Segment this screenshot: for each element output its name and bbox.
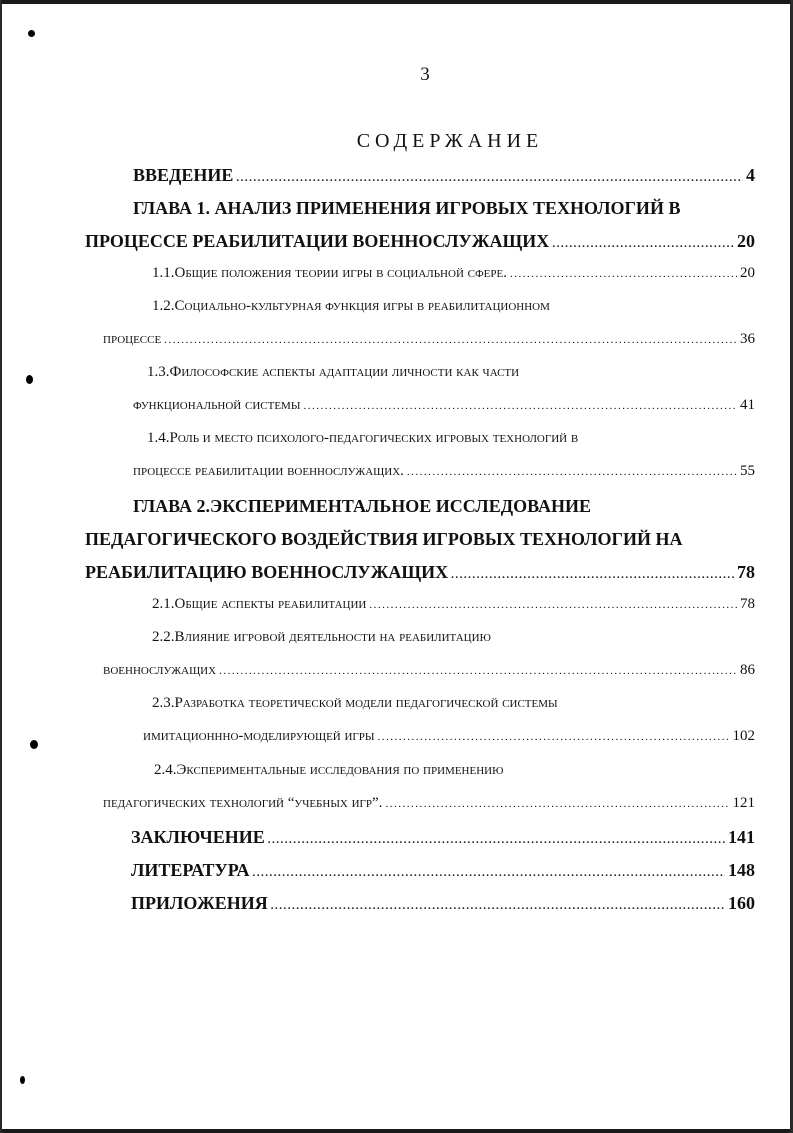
dot-leader bbox=[252, 867, 725, 879]
dot-leader bbox=[303, 400, 737, 412]
toc-entry-page: 41 bbox=[740, 397, 755, 413]
toc-entry-page: 141 bbox=[728, 827, 755, 847]
punch-hole-mark bbox=[26, 375, 33, 384]
toc-chapter-2-heading-cont[interactable] bbox=[85, 529, 683, 553]
toc-entry-page: 160 bbox=[728, 893, 755, 913]
dot-leader bbox=[510, 268, 737, 280]
toc-entry-text: ГЛАВА 1. АНАЛИЗ ПРИМЕНЕНИЯ ИГРОВЫХ ТЕХНОЛОГИЙ В bbox=[133, 198, 681, 218]
toc-chapter-2[interactable] bbox=[85, 562, 755, 586]
toc-entry-conclusion[interactable] bbox=[131, 827, 755, 851]
toc-section-1-3[interactable] bbox=[133, 397, 755, 421]
toc-section-1-3-heading[interactable] bbox=[147, 364, 519, 388]
toc-entry-text: 2.4.Экспериментальные исследования по применению bbox=[154, 762, 504, 778]
toc-section-2-2-heading[interactable] bbox=[152, 629, 491, 653]
punch-hole-mark bbox=[28, 30, 35, 37]
page-number: 3 bbox=[420, 64, 430, 85]
punch-hole-mark bbox=[30, 740, 38, 749]
toc-entry-introduction[interactable] bbox=[133, 165, 755, 189]
toc-section-2-2[interactable] bbox=[103, 662, 755, 686]
toc-section-1-2-heading[interactable] bbox=[152, 298, 550, 322]
toc-section-1-4-heading[interactable] bbox=[147, 430, 578, 454]
punch-hole-mark bbox=[20, 1076, 25, 1084]
toc-entry-text: военнослужащих bbox=[103, 662, 217, 678]
toc-entry-text: функциональной системы bbox=[133, 397, 301, 413]
toc-entry-page: 55 bbox=[740, 463, 755, 479]
dot-leader bbox=[271, 900, 725, 912]
toc-entry-literature[interactable] bbox=[131, 860, 755, 884]
toc-entry-text: имитационнно-моделирующей игры bbox=[143, 728, 375, 744]
dot-leader bbox=[369, 599, 737, 611]
toc-section-2-4[interactable] bbox=[103, 795, 755, 819]
toc-section-2-4-heading[interactable] bbox=[154, 762, 503, 786]
dot-leader bbox=[385, 798, 729, 810]
toc-entry-text: 2.1.Общие аспекты реабилитации bbox=[152, 596, 367, 612]
toc-section-1-4[interactable] bbox=[133, 463, 755, 487]
dot-leader bbox=[378, 731, 730, 743]
dot-leader bbox=[407, 466, 737, 478]
dot-leader bbox=[451, 569, 734, 581]
dot-leader bbox=[236, 172, 743, 184]
toc-chapter-1-heading[interactable] bbox=[133, 198, 680, 222]
toc-section-2-3-heading[interactable] bbox=[152, 695, 558, 719]
toc-entry-page: 78 bbox=[737, 562, 755, 582]
dot-leader bbox=[164, 334, 737, 346]
dot-leader bbox=[219, 665, 737, 677]
toc-entry-text: ЛИТЕРАТУРА bbox=[131, 860, 250, 880]
toc-entry-page: 20 bbox=[737, 231, 755, 251]
toc-entry-text: 2.2.Влияние игровой деятельности на реабилитацию bbox=[152, 629, 491, 645]
toc-entry-page: 148 bbox=[728, 860, 755, 880]
toc-entry-text: ВВЕДЕНИЕ bbox=[133, 165, 234, 185]
toc-entry-text: ПРОЦЕССЕ РЕАБИЛИТАЦИИ ВОЕННОСЛУЖАЩИХ bbox=[85, 231, 550, 251]
dot-leader bbox=[552, 238, 734, 250]
toc-entry-text: ЗАКЛЮЧЕНИЕ bbox=[131, 827, 265, 847]
scan-border-top bbox=[0, 0, 793, 4]
toc-entry-text: 1.4.Роль и место психолого-педагогических игровых технологий в bbox=[147, 430, 579, 446]
toc-section-1-2[interactable] bbox=[103, 331, 755, 355]
toc-entry-page: 20 bbox=[740, 265, 755, 281]
toc-entry-page: 4 bbox=[746, 165, 755, 185]
toc-entry-text: ПРИЛОЖЕНИЯ bbox=[131, 893, 268, 913]
dot-leader bbox=[268, 834, 725, 846]
toc-entry-text: ГЛАВА 2.ЭКСПЕРИМЕНТАЛЬНОЕ ИССЛЕДОВАНИЕ bbox=[133, 496, 591, 516]
toc-entry-text: РЕАБИЛИТАЦИЮ ВОЕННОСЛУЖАЩИХ bbox=[85, 562, 449, 582]
toc-section-2-1[interactable] bbox=[152, 596, 755, 620]
toc-entry-text: 1.1.Общие положения теории игры в социальной сфере. bbox=[152, 265, 507, 281]
toc-section-1-1[interactable] bbox=[152, 265, 755, 289]
toc-entry-text: процессе реабилитации военнослужащих. bbox=[133, 463, 404, 479]
toc-entry-page: 121 bbox=[732, 795, 755, 811]
toc-section-2-3[interactable] bbox=[143, 728, 755, 752]
toc-entry-appendix[interactable] bbox=[131, 893, 755, 917]
toc-chapter-1[interactable] bbox=[85, 231, 755, 255]
scan-border-left bbox=[0, 0, 2, 1133]
toc-entry-page: 78 bbox=[740, 596, 755, 612]
toc-entry-text: педагогических технологий “учебных игр”. bbox=[103, 795, 383, 811]
toc-entry-page: 102 bbox=[732, 728, 755, 744]
toc-entry-text: ПЕДАГОГИЧЕСКОГО ВОЗДЕЙСТВИЯ ИГРОВЫХ ТЕХНОЛОГИЙ НА bbox=[85, 529, 683, 549]
toc-entry-page: 36 bbox=[740, 331, 755, 347]
toc-title: СОДЕРЖАНИЕ bbox=[356, 130, 544, 152]
toc-entry-text: процессе bbox=[103, 331, 162, 347]
scan-border-bottom bbox=[0, 1129, 793, 1133]
toc-entry-text: 1.2.Социально-культурная функция игры в реабилитационном bbox=[152, 298, 550, 314]
toc-entry-text: 1.3.Философские аспекты адаптации личности как части bbox=[147, 364, 520, 380]
toc-entry-text: 2.3.Разработка теоретической модели педагогической системы bbox=[152, 695, 558, 711]
toc-chapter-2-heading[interactable] bbox=[133, 496, 591, 520]
toc-entry-page: 86 bbox=[740, 662, 755, 678]
